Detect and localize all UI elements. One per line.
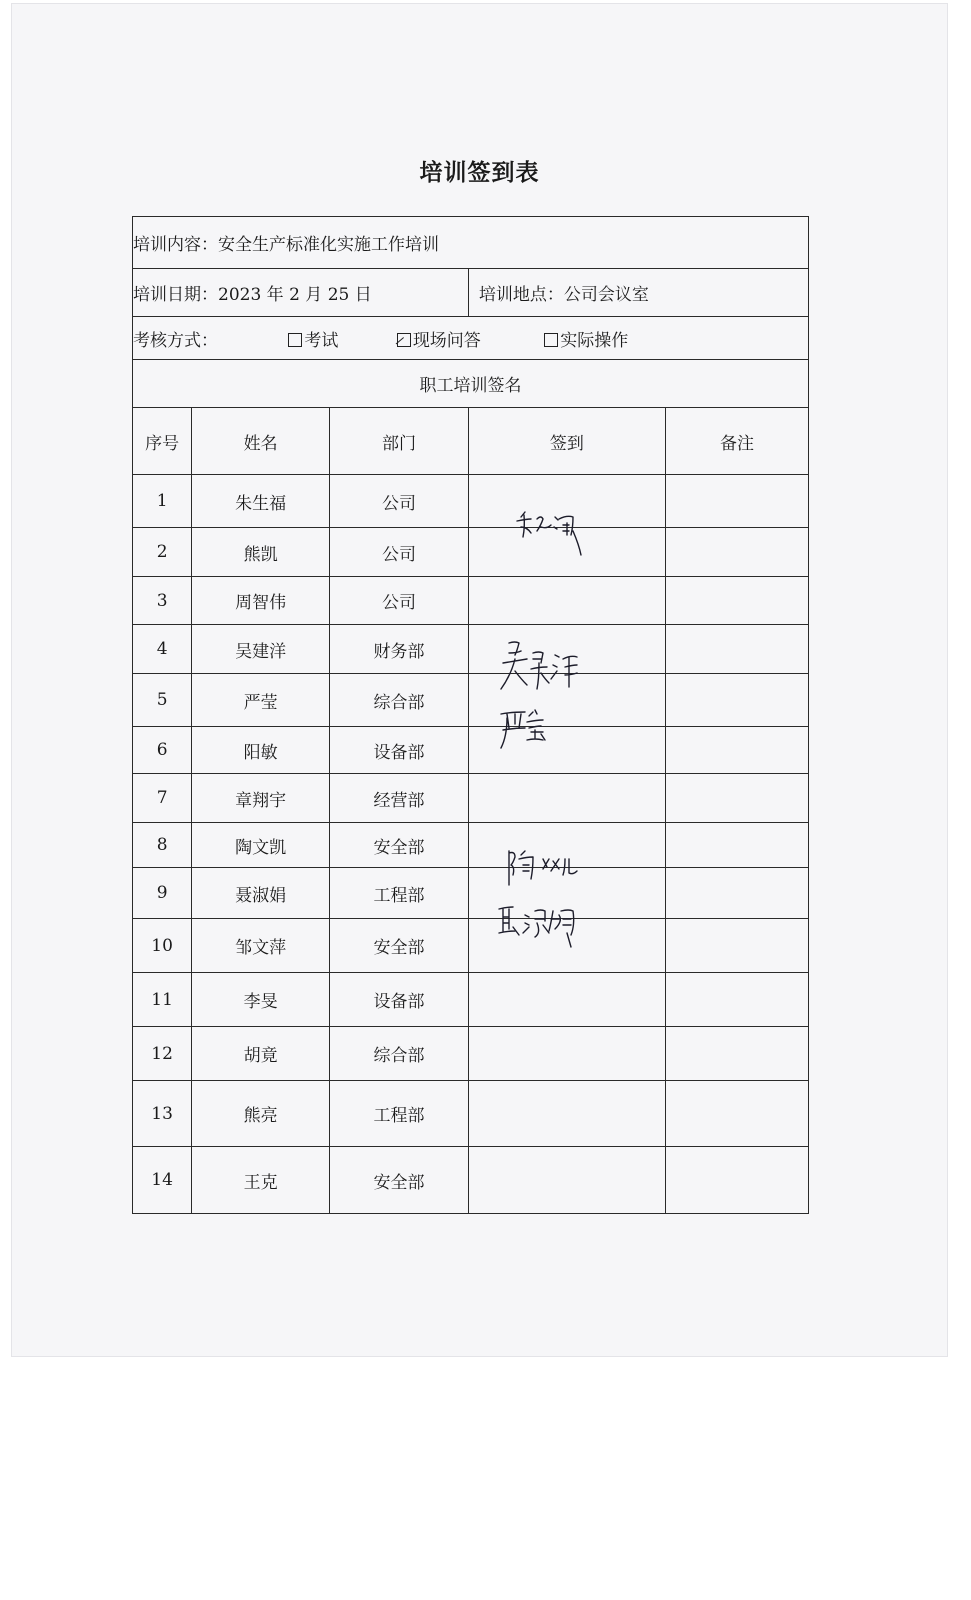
row-name: 李旻 (192, 973, 330, 1027)
row-dept: 综合部 (330, 674, 469, 727)
practical-label: 实际操作 (560, 330, 629, 351)
option-onsite-qa[interactable] (397, 326, 539, 351)
assessment-label: 考核方式： (133, 330, 218, 351)
row-number: 7 (133, 774, 192, 823)
row-number: 11 (133, 973, 192, 1027)
row-remark (665, 528, 808, 577)
table-row (133, 625, 809, 674)
exam-checkbox[interactable] (288, 333, 302, 347)
row-dept: 公司 (330, 475, 469, 528)
location-label: 培训地点： (478, 285, 564, 305)
row-dept: 经营部 (330, 774, 469, 823)
handwritten-signature-4 (469, 649, 662, 698)
row-dept: 安全部 (330, 823, 469, 868)
row-dept: 安全部 (330, 919, 469, 973)
onsite-qa-checkbox[interactable] (397, 333, 411, 347)
signature-cell (468, 475, 665, 528)
date-value: 2023 年 2 月 25 日 (218, 285, 372, 305)
row-number: 3 (133, 577, 192, 625)
row-number: 1 (133, 475, 192, 528)
content-label: 培训内容： (133, 235, 218, 255)
location-value: 公司会议室 (563, 285, 649, 305)
table-row (133, 1027, 809, 1081)
option-exam[interactable] (288, 326, 391, 351)
exam-label: 考试 (304, 330, 339, 351)
row-name: 陶文凯 (192, 823, 330, 868)
row-name: 邹文萍 (192, 919, 330, 973)
scanned-page (12, 4, 947, 1356)
col-header-dept: 部门 (330, 408, 469, 475)
sign-in-table (132, 216, 809, 1214)
signature-cell (468, 774, 665, 823)
signature-cell (468, 973, 665, 1027)
row-remark (665, 919, 808, 973)
practical-checkbox[interactable] (544, 333, 558, 347)
section-title-row (133, 360, 809, 408)
row-dept: 公司 (330, 528, 469, 577)
row-remark (665, 625, 808, 674)
row-number: 13 (133, 1081, 192, 1147)
content-row (133, 217, 809, 269)
row-remark (665, 475, 808, 528)
row-name: 阳敏 (192, 727, 330, 774)
row-dept: 工程部 (330, 868, 469, 919)
page-title: 培训签到表 (419, 159, 540, 186)
table-row (133, 1081, 809, 1147)
table-row (133, 475, 809, 528)
section-title: 职工培训签名 (133, 360, 809, 408)
col-header-no: 序号 (133, 408, 192, 475)
row-remark (665, 577, 808, 625)
row-name: 周智伟 (192, 577, 330, 625)
row-name: 章翔宇 (192, 774, 330, 823)
row-name: 王克 (192, 1147, 330, 1214)
row-dept: 设备部 (330, 727, 469, 774)
row-number: 10 (133, 919, 192, 973)
row-name: 严莹 (192, 674, 330, 727)
row-remark (665, 1147, 808, 1214)
row-remark (665, 727, 808, 774)
table-row (133, 577, 809, 625)
row-name: 吴建洋 (192, 625, 330, 674)
col-header-signature: 签到 (468, 408, 665, 475)
row-number: 12 (133, 1027, 192, 1081)
row-remark (665, 1027, 808, 1081)
date-label: 培训日期： (133, 285, 218, 305)
handwritten-signature-5 (469, 700, 662, 753)
row-remark (665, 823, 808, 868)
handwritten-signature-9 (469, 893, 662, 944)
row-dept: 安全部 (330, 1147, 469, 1214)
row-dept: 设备部 (330, 973, 469, 1027)
handwritten-signature-1 (469, 501, 662, 554)
row-name: 聂淑娟 (192, 868, 330, 919)
row-name: 熊凯 (192, 528, 330, 577)
assessment-row (133, 317, 809, 360)
training-content-cell (133, 217, 809, 269)
training-location-cell (468, 269, 808, 317)
col-header-name: 姓名 (192, 408, 330, 475)
row-remark (665, 774, 808, 823)
onsite-qa-label: 现场问答 (412, 330, 481, 351)
signature-cell (468, 1147, 665, 1214)
signature-cell (468, 577, 665, 625)
row-number: 8 (133, 823, 192, 868)
table-row (133, 774, 809, 823)
handwritten-signature-8 (469, 845, 662, 890)
table-row (133, 973, 809, 1027)
row-number: 9 (133, 868, 192, 919)
column-header-row (133, 408, 809, 475)
row-name: 朱生福 (192, 475, 330, 528)
row-number: 6 (133, 727, 192, 774)
table-row (133, 823, 809, 868)
row-dept: 财务部 (330, 625, 469, 674)
signature-cell (468, 625, 665, 674)
assessment-cell (133, 317, 809, 360)
row-number: 2 (133, 528, 192, 577)
row-number: 4 (133, 625, 192, 674)
row-remark (665, 1081, 808, 1147)
row-dept: 综合部 (330, 1027, 469, 1081)
row-name: 熊亮 (192, 1081, 330, 1147)
row-dept: 工程部 (330, 1081, 469, 1147)
row-remark (665, 973, 808, 1027)
col-header-remark: 备注 (665, 408, 808, 475)
signature-cell (468, 1081, 665, 1147)
option-practical[interactable] (544, 326, 628, 351)
row-number: 14 (133, 1147, 192, 1214)
signature-cell (468, 823, 665, 868)
row-dept: 公司 (330, 577, 469, 625)
signature-cell (468, 1027, 665, 1081)
row-number: 5 (133, 674, 192, 727)
training-date-cell (133, 269, 469, 317)
row-remark (665, 674, 808, 727)
row-remark (665, 868, 808, 919)
row-name: 胡竟 (192, 1027, 330, 1081)
table-row (133, 1147, 809, 1214)
date-location-row (133, 269, 809, 317)
content-value: 安全生产标准化实施工作培训 (218, 235, 439, 255)
